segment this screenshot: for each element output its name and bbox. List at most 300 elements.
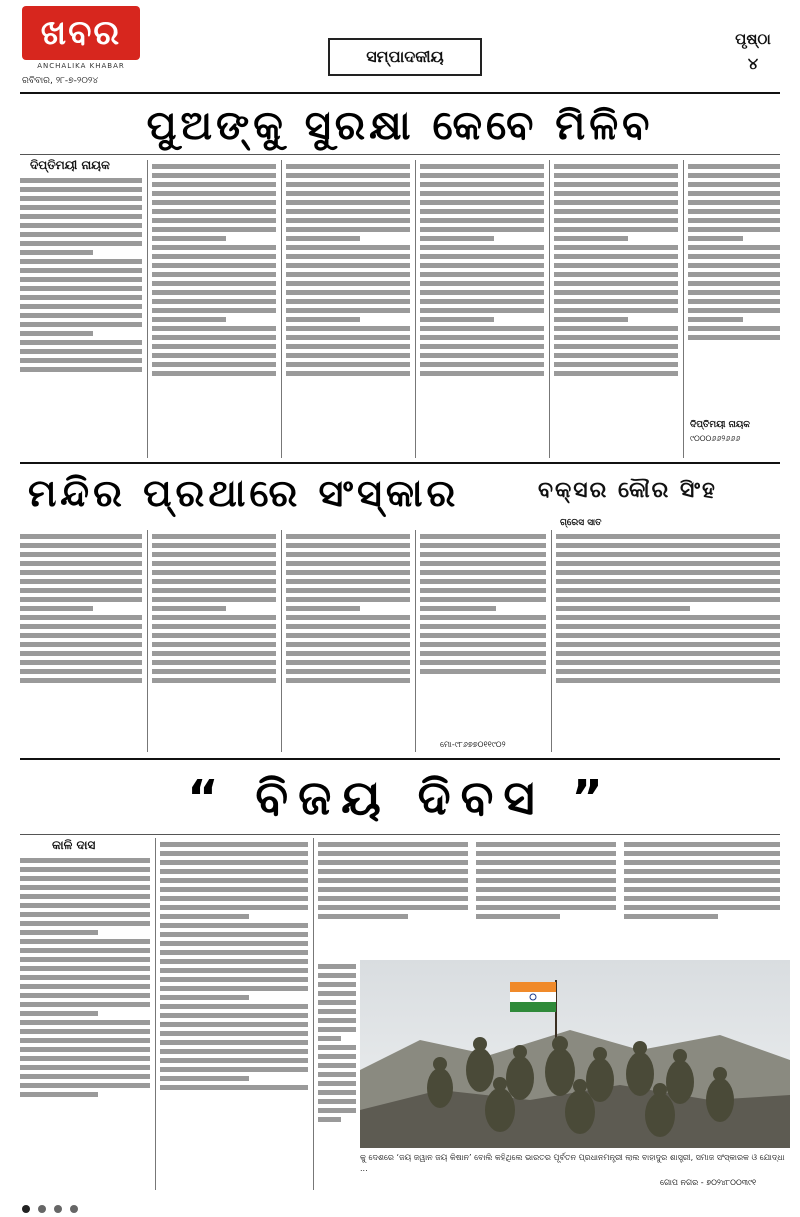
text-line [554, 272, 678, 277]
text-line [20, 1056, 150, 1061]
text-line [688, 245, 780, 250]
text-line [152, 290, 276, 295]
text-line [420, 561, 546, 566]
text-line [152, 534, 276, 539]
text-line [420, 173, 544, 178]
text-line [20, 588, 142, 593]
text-line [160, 1076, 249, 1081]
text-line [160, 968, 308, 973]
text-line [20, 579, 142, 584]
text-line [554, 164, 678, 169]
text-line [318, 982, 356, 987]
text-line [554, 173, 678, 178]
text-line [20, 993, 150, 998]
text-line [476, 887, 616, 892]
text-line [420, 254, 544, 259]
text-line [20, 912, 150, 917]
text-line [20, 606, 93, 611]
text-line [20, 241, 142, 246]
text-line [20, 187, 142, 192]
text-line [20, 543, 142, 548]
text-line [688, 335, 780, 340]
section-title: ସମ୍ପାଦକୀୟ [328, 38, 482, 76]
text-line [624, 869, 780, 874]
text-line [160, 1067, 308, 1072]
text-line [420, 371, 544, 376]
text-line [554, 290, 678, 295]
text-line [286, 371, 410, 376]
text-line [554, 191, 678, 196]
article3-column-1 [20, 854, 150, 1190]
text-line [160, 914, 249, 919]
text-line [556, 552, 780, 557]
divider [415, 160, 416, 458]
text-line [160, 932, 308, 937]
text-line [318, 964, 356, 969]
text-line [420, 543, 546, 548]
article1-column-5 [554, 160, 678, 458]
text-line [20, 957, 150, 962]
text-line [318, 1081, 356, 1086]
article2-column-2 [152, 530, 276, 752]
text-line [476, 842, 616, 847]
article1-phone: ୯୦୦୦୬୬୨୬୬୬ [690, 434, 741, 443]
text-line [420, 669, 546, 674]
text-line [20, 921, 150, 926]
text-line [20, 1020, 150, 1025]
text-line [476, 851, 616, 856]
text-line [318, 1045, 356, 1050]
article2-column-5 [556, 530, 780, 752]
text-line [318, 887, 468, 892]
text-line [286, 642, 410, 647]
text-line [318, 991, 356, 996]
divider [147, 160, 148, 458]
text-line [152, 191, 276, 196]
text-line [20, 1002, 150, 1007]
text-line [286, 308, 410, 313]
text-line [286, 660, 410, 665]
photo-caption: କୁ ଦେଶରେ ‘ଜୟ ଜୱାନ ଜୟ କିଷାନ’ ବୋଲି କହିଥିଲେ ଭାରତର ପୂର୍ବତନ ପ୍ରଧାନମନ୍ତ୍ରୀ ଲାଲ ବାହାଦୁର ଶାସ୍ତ୍ରୀ, ସମାଜ ସଂସ୍କାରକ ଓ ଯୋଦ୍ଧା ... [360, 1153, 785, 1173]
text-line [554, 326, 678, 331]
text-line [20, 304, 142, 309]
divider [281, 530, 282, 752]
text-line [20, 669, 142, 674]
text-line [160, 887, 308, 892]
text-line [160, 1049, 308, 1054]
text-line [286, 534, 410, 539]
text-line [420, 588, 546, 593]
text-line [688, 308, 780, 313]
text-line [152, 281, 276, 286]
divider [155, 838, 156, 1190]
text-line [160, 986, 308, 991]
text-line [160, 1085, 308, 1090]
text-line [160, 959, 308, 964]
text-line [160, 995, 249, 1000]
text-line [152, 272, 276, 277]
text-line [286, 353, 410, 358]
article1-author: ଦିପ୍ତିମୟୀ ନାୟକ [30, 158, 110, 172]
text-line [688, 227, 780, 232]
text-line [554, 209, 678, 214]
text-line [20, 858, 150, 863]
text-line [20, 1029, 150, 1034]
text-line [556, 615, 780, 620]
text-line [286, 245, 410, 250]
text-line [688, 236, 743, 241]
text-line [20, 178, 142, 183]
text-line [554, 299, 678, 304]
text-line [20, 561, 142, 566]
text-line [420, 633, 546, 638]
text-line [318, 851, 468, 856]
text-line [286, 669, 410, 674]
text-line [420, 534, 546, 539]
text-line [318, 1117, 341, 1122]
text-line [554, 371, 678, 376]
text-line [286, 272, 410, 277]
text-line [20, 196, 142, 201]
text-line [152, 561, 276, 566]
text-line [420, 245, 544, 250]
text-line [160, 860, 308, 865]
text-line [554, 335, 678, 340]
text-line [152, 597, 276, 602]
text-line [420, 660, 546, 665]
text-line [554, 308, 678, 313]
text-line [318, 1063, 356, 1068]
text-line [556, 669, 780, 674]
text-line [318, 869, 468, 874]
text-line [152, 543, 276, 548]
text-line [20, 597, 142, 602]
text-line [286, 335, 410, 340]
text-line [152, 362, 276, 367]
text-line [286, 326, 410, 331]
text-line [318, 1009, 356, 1014]
issue-date: ରବିବାର, ୨୮-୭-୨୦୨୪ [22, 76, 99, 86]
text-line [318, 1027, 356, 1032]
text-line [420, 209, 544, 214]
divider [549, 160, 550, 458]
text-line [286, 597, 410, 602]
text-line [624, 860, 780, 865]
text-line [286, 191, 410, 196]
article1-column-2 [152, 160, 276, 458]
text-line [20, 367, 142, 372]
text-line [554, 353, 678, 358]
article3-column-2 [160, 838, 308, 1190]
text-line [20, 885, 150, 890]
divider [415, 530, 416, 752]
text-line [20, 534, 142, 539]
text-line [20, 903, 150, 908]
text-line [286, 552, 410, 557]
text-line [152, 218, 276, 223]
text-line [556, 660, 780, 665]
article3-column-3 [318, 838, 468, 956]
article1-column-3 [286, 160, 410, 458]
text-line [476, 878, 616, 883]
text-line [556, 597, 780, 602]
text-line [286, 651, 410, 656]
text-line [420, 579, 546, 584]
text-line [20, 633, 142, 638]
text-line [152, 182, 276, 187]
text-line [286, 615, 410, 620]
text-line [554, 263, 678, 268]
text-line [286, 209, 410, 214]
text-line [318, 1018, 356, 1023]
text-line [20, 642, 142, 647]
divider [313, 838, 314, 1190]
text-line [318, 905, 468, 910]
text-line [554, 254, 678, 259]
text-line [286, 633, 410, 638]
text-line [20, 552, 142, 557]
text-line [688, 317, 743, 322]
text-line [318, 842, 468, 847]
text-line [160, 878, 308, 883]
text-line [420, 362, 544, 367]
text-line [160, 1031, 308, 1036]
text-line [688, 173, 780, 178]
text-line [286, 281, 410, 286]
text-line [152, 245, 276, 250]
text-line [420, 344, 544, 349]
text-line [420, 326, 544, 331]
text-line [554, 236, 628, 241]
text-line [20, 984, 150, 989]
text-line [160, 1004, 308, 1009]
text-line [556, 579, 780, 584]
text-line [554, 344, 678, 349]
text-line [286, 561, 410, 566]
text-line [152, 164, 276, 169]
text-line [556, 606, 690, 611]
text-line [152, 353, 276, 358]
text-line [20, 322, 142, 327]
text-line [624, 851, 780, 856]
text-line [688, 164, 780, 169]
text-line [160, 950, 308, 955]
text-line [20, 214, 142, 219]
text-line [624, 878, 780, 883]
text-line [556, 543, 780, 548]
text-line [624, 905, 780, 910]
article2-column-3 [286, 530, 410, 752]
article1-signature: ଦିପ୍ତିମୟୀ ନାୟକ [690, 420, 750, 430]
text-line [152, 299, 276, 304]
text-line [318, 1036, 341, 1041]
text-line [152, 335, 276, 340]
text-line [476, 869, 616, 874]
text-line [420, 624, 546, 629]
text-line [20, 250, 93, 255]
text-line [688, 263, 780, 268]
text-line [20, 205, 142, 210]
article3-column-3-lower [318, 960, 356, 1190]
text-line [20, 232, 142, 237]
text-line [420, 191, 544, 196]
divider [551, 530, 552, 752]
text-line [152, 588, 276, 593]
text-line [152, 209, 276, 214]
text-line [286, 227, 410, 232]
text-line [152, 227, 276, 232]
text-line [152, 344, 276, 349]
text-line [286, 263, 410, 268]
text-line [554, 281, 678, 286]
article3-column-5 [624, 838, 780, 956]
text-line [318, 860, 468, 865]
text-line [152, 308, 276, 313]
text-line [286, 570, 410, 575]
text-line [20, 1065, 150, 1070]
article2-phone: ମୋ-୯୮୬୭୭୦୧୧୯୦୨ [440, 740, 506, 749]
article2-credit: ଗ୍ରେସ ସାତ [560, 518, 602, 528]
text-line [20, 570, 142, 575]
text-line [160, 941, 308, 946]
text-line [20, 966, 150, 971]
text-line [160, 905, 308, 910]
text-line [556, 570, 780, 575]
text-line [420, 308, 544, 313]
text-line [160, 1040, 308, 1045]
text-line [152, 651, 276, 656]
text-line [420, 353, 544, 358]
text-line [420, 317, 494, 322]
text-line [554, 182, 678, 187]
article2-author: ବକ୍ସର କୌର ସିଂହ [538, 478, 717, 503]
divider [20, 758, 780, 760]
text-line [556, 651, 780, 656]
text-line [20, 349, 142, 354]
text-line [318, 1099, 356, 1104]
text-line [688, 281, 780, 286]
text-line [286, 588, 410, 593]
text-line [152, 236, 226, 241]
text-line [152, 570, 276, 575]
divider [20, 462, 780, 464]
text-line [286, 317, 360, 322]
text-line [152, 624, 276, 629]
text-line [476, 896, 616, 901]
text-line [20, 615, 142, 620]
divider [20, 834, 780, 835]
text-line [20, 1047, 150, 1052]
text-line [286, 543, 410, 548]
divider [683, 160, 684, 458]
text-line [160, 977, 308, 982]
text-line [286, 164, 410, 169]
text-line [286, 678, 410, 683]
text-line [160, 1013, 308, 1018]
text-line [286, 254, 410, 259]
text-line [160, 1022, 308, 1027]
text-line [420, 281, 544, 286]
page-indicator[interactable] [22, 1198, 81, 1217]
text-line [318, 1090, 356, 1095]
text-line [152, 552, 276, 557]
text-line [420, 164, 544, 169]
text-line [556, 561, 780, 566]
text-line [286, 290, 410, 295]
text-line [286, 173, 410, 178]
text-line [152, 173, 276, 178]
text-line [688, 299, 780, 304]
text-line [688, 290, 780, 295]
article2-headline: ମନ୍ଦିର ପ୍ରଥାରେ ସଂସ୍କାର [28, 471, 460, 515]
text-line [152, 579, 276, 584]
text-line [20, 876, 150, 881]
text-line [554, 362, 678, 367]
text-line [152, 326, 276, 331]
text-line [420, 218, 544, 223]
text-line [20, 660, 142, 665]
text-line [20, 295, 142, 300]
text-line [688, 326, 780, 331]
text-line [152, 660, 276, 665]
text-line [420, 651, 546, 656]
text-line [318, 1054, 356, 1059]
text-line [152, 606, 226, 611]
text-line [420, 263, 544, 268]
divider [147, 530, 148, 752]
text-line [554, 227, 678, 232]
text-line [20, 894, 150, 899]
text-line [160, 896, 308, 901]
text-line [420, 227, 544, 232]
article3-column-4 [476, 838, 616, 956]
text-line [420, 290, 544, 295]
article2-column-1 [20, 530, 142, 752]
text-line [476, 905, 616, 910]
text-line [20, 1038, 150, 1043]
article1-column-6 [688, 160, 780, 418]
soldiers-photo [360, 960, 790, 1148]
text-line [152, 371, 276, 376]
text-line [420, 236, 494, 241]
text-line [556, 624, 780, 629]
text-line [554, 245, 678, 250]
text-line [420, 182, 544, 187]
text-line [318, 1000, 356, 1005]
text-line [152, 633, 276, 638]
text-line [420, 552, 546, 557]
page-label: ପୃଷ୍ଠା [735, 30, 771, 48]
text-line [688, 218, 780, 223]
masthead [0, 0, 800, 90]
article2-column-4 [420, 530, 546, 736]
text-line [286, 218, 410, 223]
text-line [20, 223, 142, 228]
text-line [286, 362, 410, 367]
text-line [160, 869, 308, 874]
text-line [160, 842, 308, 847]
text-line [688, 272, 780, 277]
text-line [554, 200, 678, 205]
text-line [318, 878, 468, 883]
text-line [556, 633, 780, 638]
text-line [688, 182, 780, 187]
text-line [688, 254, 780, 259]
text-line [420, 642, 546, 647]
text-line [624, 914, 718, 919]
text-line [318, 1108, 356, 1113]
newspaper-logo[interactable]: ଖବର [22, 6, 140, 60]
